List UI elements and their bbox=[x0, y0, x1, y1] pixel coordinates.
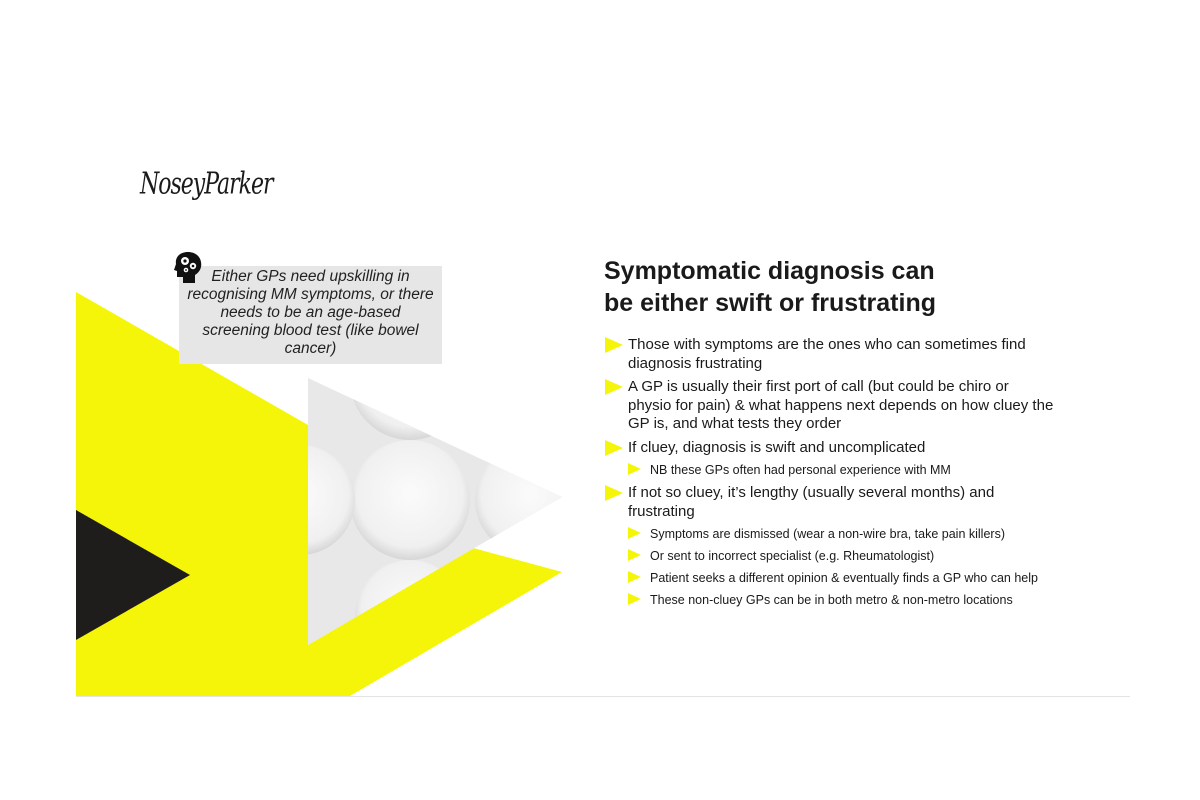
bullet-arrow-icon bbox=[605, 337, 623, 353]
sub-bullet-text: Symptoms are dismissed (wear a non-wire bra, take pain killers) bbox=[650, 527, 1005, 541]
bullet-text: If cluey, diagnosis is swift and uncomplicated bbox=[628, 438, 926, 456]
sub-bullet-arrow-icon bbox=[628, 571, 641, 583]
sub-bullet-arrow-icon bbox=[628, 549, 641, 561]
callout-text: Either GPs need upskilling in recognising MM symptoms, or there needs to be an age-based screening blood test (like bowel cancer) bbox=[187, 268, 434, 357]
sub-bullet-text: These non-cluey GPs can be in both metro & non-metro locations bbox=[650, 593, 1013, 607]
bullet-arrow-icon bbox=[605, 485, 623, 501]
sub-bullet-item bbox=[604, 462, 1054, 478]
callout-box bbox=[179, 266, 442, 364]
bullet-text: A GP is usually their first port of call (but could be chiro or physio for pain) & what happens next depends on how cluey the GP is, and what tests they order bbox=[628, 378, 1054, 432]
bullet-item bbox=[604, 378, 1054, 434]
sub-bullet-text: Patient seeks a different opinion & eventually finds a GP who can help bbox=[650, 571, 1038, 585]
slide-title-line-2: be either swift or frustrating bbox=[604, 289, 936, 317]
head-gears-icon bbox=[173, 250, 207, 284]
bullet-text: If not so cluey, it’s lengthy (usually several months) and frustrating bbox=[628, 484, 995, 520]
sub-bullet-arrow-icon bbox=[628, 527, 641, 539]
slide-title bbox=[604, 255, 1024, 319]
sub-bullet-arrow-icon bbox=[628, 593, 641, 605]
sub-bullet-item bbox=[604, 592, 1054, 608]
footer-divider bbox=[76, 696, 1130, 697]
nosey-parker-logo: NoseyParker bbox=[140, 168, 273, 202]
sub-bullet-item bbox=[604, 570, 1054, 586]
sub-bullet-item bbox=[604, 526, 1054, 542]
bullet-arrow-icon bbox=[605, 379, 623, 395]
sub-bullet-text: Or sent to incorrect specialist (e.g. Rheumatologist) bbox=[650, 549, 935, 563]
bullet-item bbox=[604, 336, 1054, 373]
sub-bullet-arrow-icon bbox=[628, 463, 641, 475]
bullet-item bbox=[604, 439, 1054, 458]
sub-bullet-item bbox=[604, 548, 1054, 564]
bullet-list bbox=[604, 336, 1054, 614]
bullet-item bbox=[604, 484, 1054, 521]
bullet-text: Those with symptoms are the ones who can sometimes find diagnosis frustrating bbox=[628, 336, 1026, 372]
slide-title-line-1: Symptomatic diagnosis can bbox=[604, 257, 935, 285]
bullet-arrow-icon bbox=[605, 440, 623, 456]
sub-bullet-text: NB these GPs often had personal experience with MM bbox=[650, 463, 951, 477]
